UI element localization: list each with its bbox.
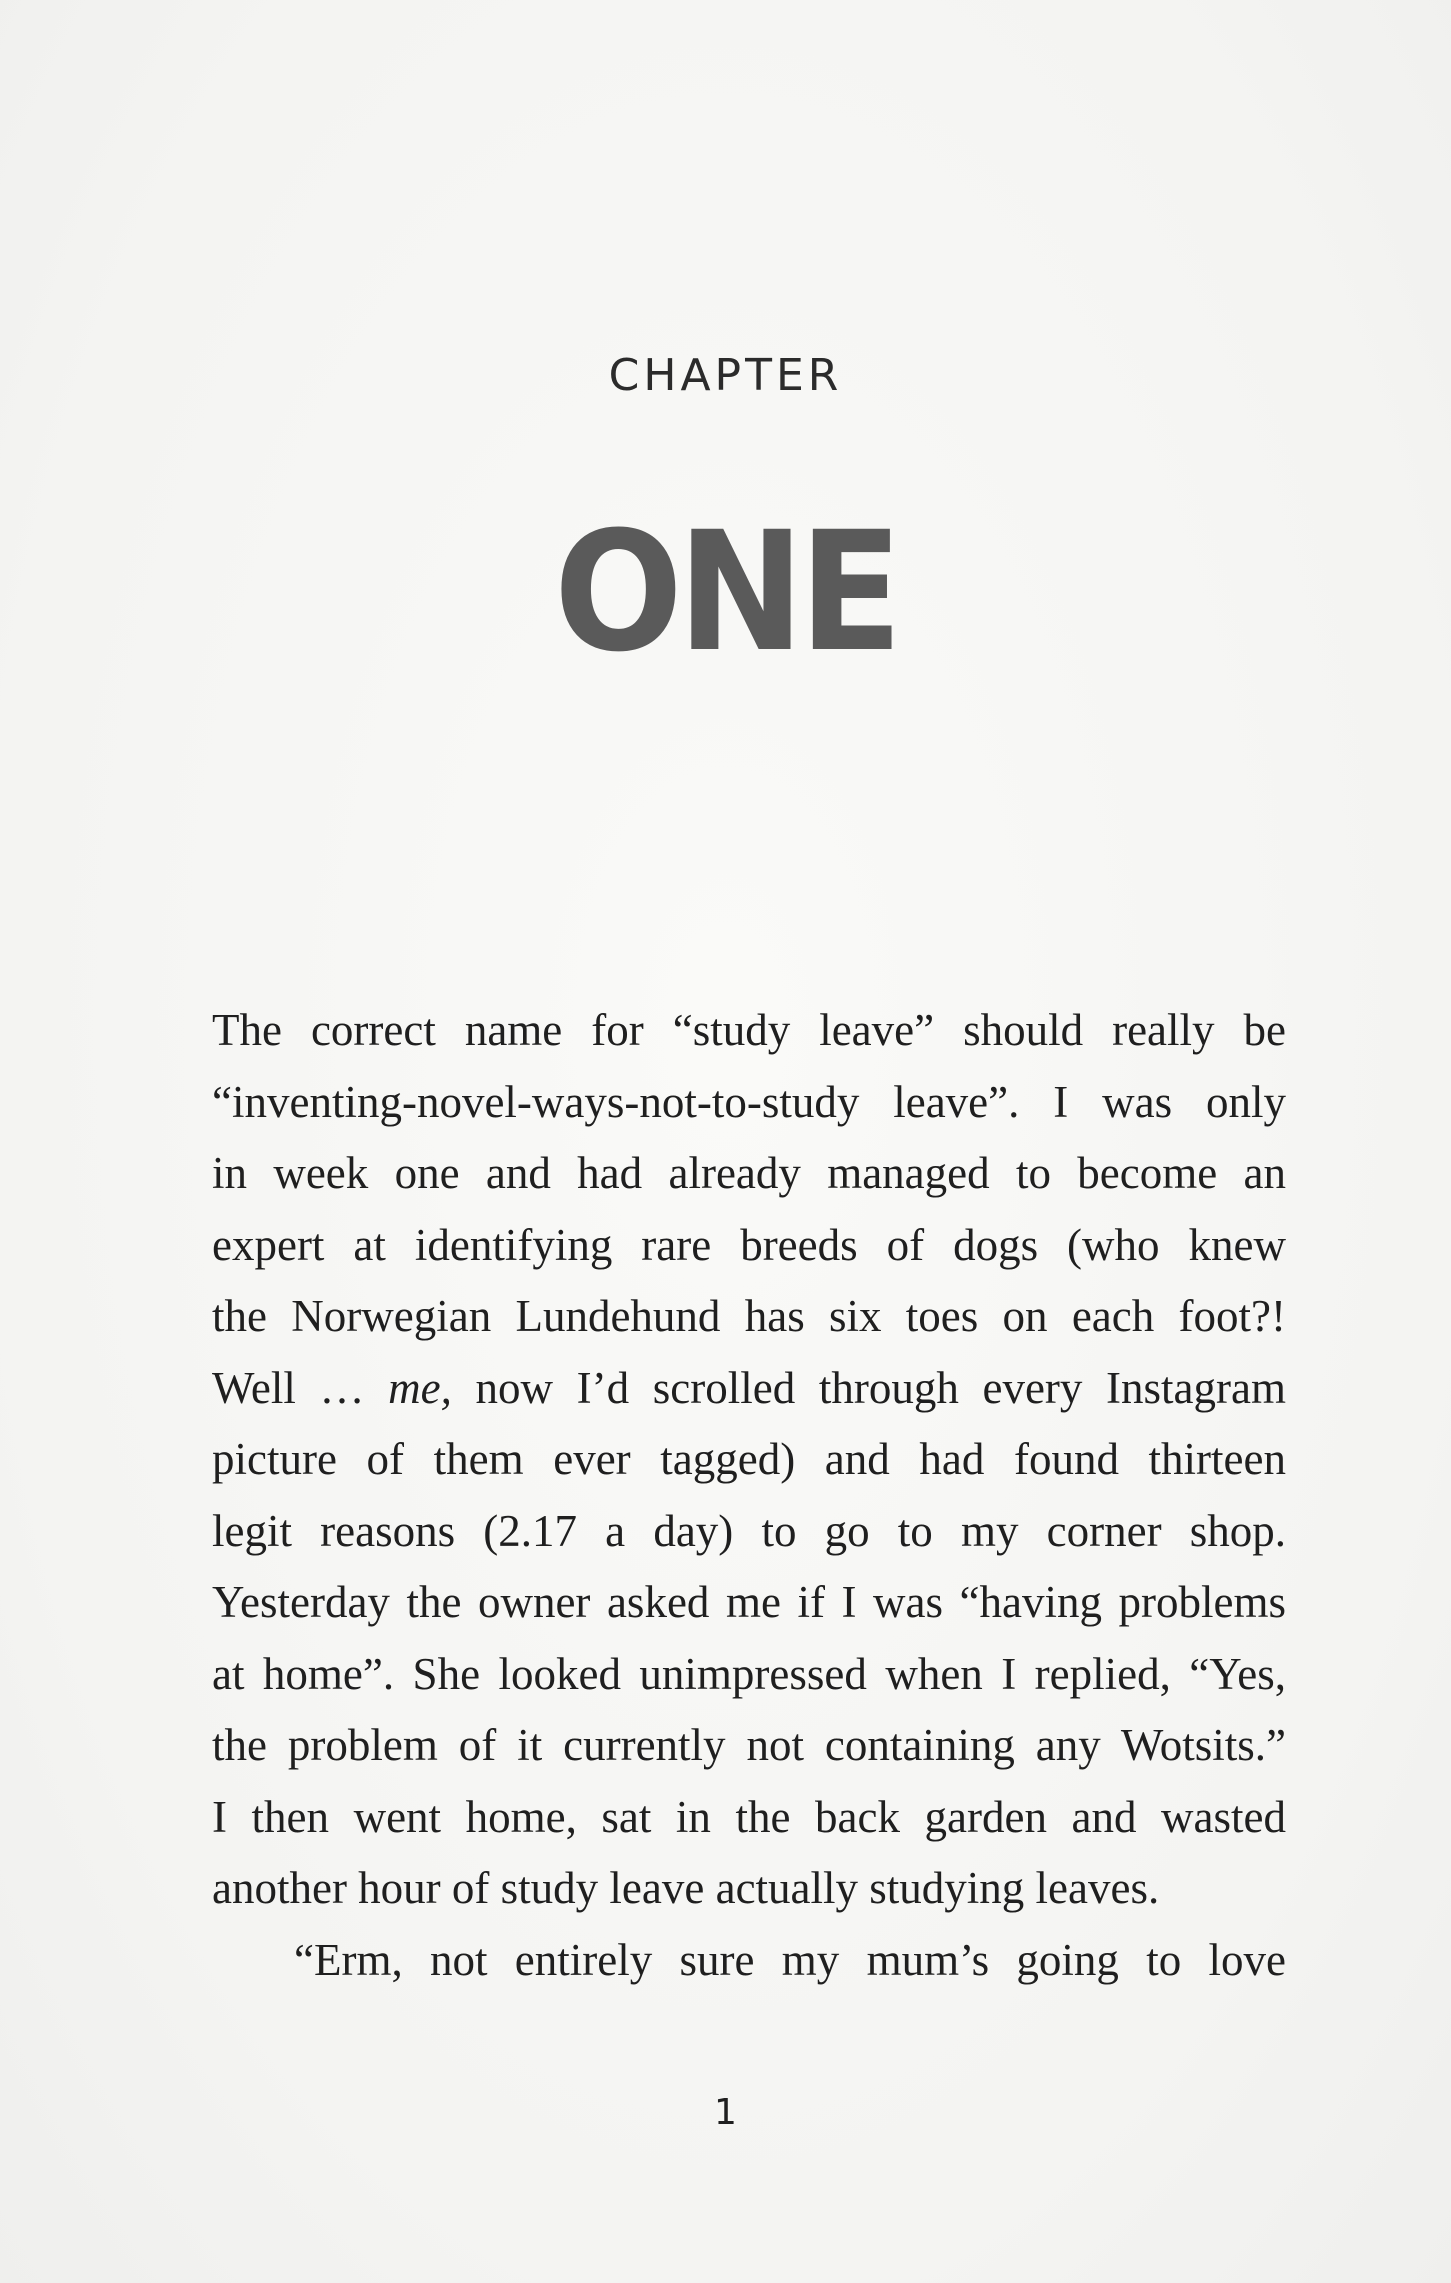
paragraph-1	[212, 995, 1286, 1925]
text-line: in week one and had already managed to become an	[212, 1148, 1286, 1198]
emphasis-text: me,	[388, 1362, 452, 1413]
text-line: the Norwegian Lundehund has six toes on each foot?!	[212, 1291, 1286, 1341]
text-line: picture of them ever tagged) and had found thirteen	[212, 1434, 1286, 1484]
text-line: expert at identifying rare breeds of dogs (who knew	[212, 1219, 1286, 1270]
text-line: The correct name for “study leave” should really be	[212, 1005, 1286, 1055]
text-segment: Well …	[212, 1362, 365, 1413]
text-line: “Erm, not entirely sure my mum’s going to love	[294, 1934, 1286, 1985]
text-line: at home”. She looked unimpressed when I replied, “Yes,	[212, 1648, 1286, 1699]
text-line: Yesterday the owner asked me if I was “having problems	[212, 1577, 1286, 1627]
text-line: I then went home, sat in the back garden and wasted	[212, 1791, 1286, 1842]
text-line: another hour of study leave actually studying leaves.	[212, 1863, 1160, 1913]
text-line: the problem of it currently not containing any Wotsits.”	[212, 1720, 1286, 1770]
chapter-number: ONE	[553, 496, 898, 688]
body-text	[212, 995, 1286, 1996]
text-segment: now I’d scrolled through every Instagram	[475, 1362, 1286, 1413]
text-line: “inventing-novel-ways-not-to-study leave”. I was only	[212, 1076, 1286, 1127]
text-line	[212, 1353, 1286, 1425]
chapter-label: CHAPTER	[608, 350, 843, 401]
text-line: legit reasons (2.17 a day) to go to my corner shop.	[212, 1505, 1286, 1556]
paragraph-2	[212, 1925, 1286, 1997]
page-number: 1	[714, 2092, 737, 2133]
